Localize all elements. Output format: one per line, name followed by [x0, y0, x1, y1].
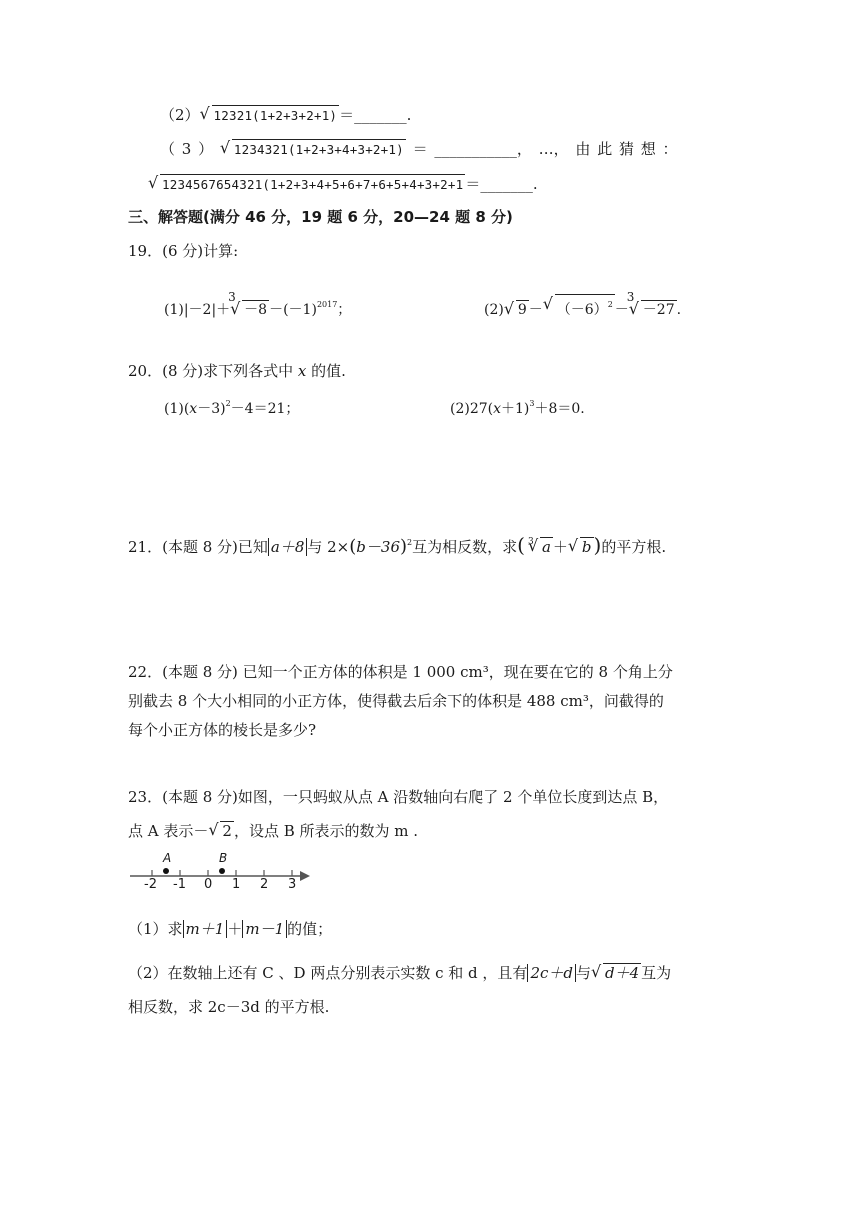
q22-line3: 每个小正方体的棱长是多少? — [128, 721, 317, 739]
tick-label: 1 — [232, 877, 241, 892]
q23-part2-line2: 相反数，求 2c－3d 的平方根. — [128, 998, 330, 1016]
q19-part1: (1)|－2|＋ 3 √ $-8 -(-1)^{2017}$； — [164, 294, 351, 321]
q23-line2: 点 A 表示－√ 2 ，设点 B 所表示的数为 m . — [128, 820, 418, 842]
tick-label: 3 — [288, 877, 297, 892]
q19-stem: 19．(6 分)计算: — [128, 242, 239, 260]
point-b-label: B — [219, 851, 228, 865]
number-line — [128, 852, 318, 892]
tick-label: 0 — [204, 877, 213, 892]
q23-part2: （2）在数轴上还有 C 、D 两点分别表示实数 c 和 d ，且有 2c＋d 与√ d＋4 互为 — [128, 962, 671, 984]
q18-part2: （2）√ 12321(1+2+3+2+1) ＝_______. — [160, 104, 411, 126]
q22-line2: 别截去 8 个大小相同的小正方体，使得截去后余下的体积是 488 cm³，问截得的 — [128, 692, 664, 710]
tick-label: 2 — [260, 877, 269, 892]
q18-part3-guess: √ 1234567654321(1+2+3+4+5+6+7+6+5+4+3+2+1 ＝_______. — [148, 173, 538, 195]
q19-part2: (2)√ 9 －√ $(-6)^2$ － 3 √ －27 . — [484, 294, 681, 321]
q22-line1: 22．(本题 8 分) 已知一个正方体的体积是 1 000 cm³，现在要在它的 8 个角上分 — [128, 663, 673, 681]
point-b — [219, 868, 225, 874]
q20-stem: 20．(8 分)求下列各式中 x 的值. — [128, 362, 346, 380]
sqrt-12321: √ 12321(1+2+3+2+1) — [200, 104, 340, 126]
q21: 21．(本题 8 分)已知 a＋8 与 $2\times(b-36)^2$互为相反数，求( 3 √ a ＋√ b )的平方根. — [128, 532, 666, 558]
q20-part1: $(1)(x-3)^2-4=21$； — [164, 399, 300, 417]
q23-part1: （1）求 m＋1 ＋ m－1 的值； — [128, 920, 333, 938]
section-title: 三、解答题(满分 46 分，19 题 6 分，20—24 题 8 分) — [128, 208, 513, 226]
sqrt-1234321: √ 1234321(1+2+3+4+3+2+1) — [220, 138, 406, 160]
q20-part2: $(2)27(x+1)^3+8=0$. — [450, 399, 585, 417]
axis-arrow — [300, 871, 310, 881]
abs-a-plus-8: a＋8 — [268, 538, 308, 556]
point-a — [163, 868, 169, 874]
point-a-label: A — [163, 851, 172, 865]
sqrt-long: √ 1234567654321(1+2+3+4+5+6+7+6+5+4+3+2+1 — [148, 173, 465, 195]
tick-label: -1 — [173, 877, 186, 892]
q23-line1: 23．(本题 8 分)如图，一只蚂蚁从点 A 沿数轴向右爬了 2 个单位长度到达点 B， — [128, 788, 669, 806]
q18-part3: （ 3 ） √ 1234321(1+2+3+4+3+2+1) ＝ ___________， …， 由 此 猜 想 ： — [160, 138, 678, 160]
tick-label: -2 — [144, 877, 157, 892]
